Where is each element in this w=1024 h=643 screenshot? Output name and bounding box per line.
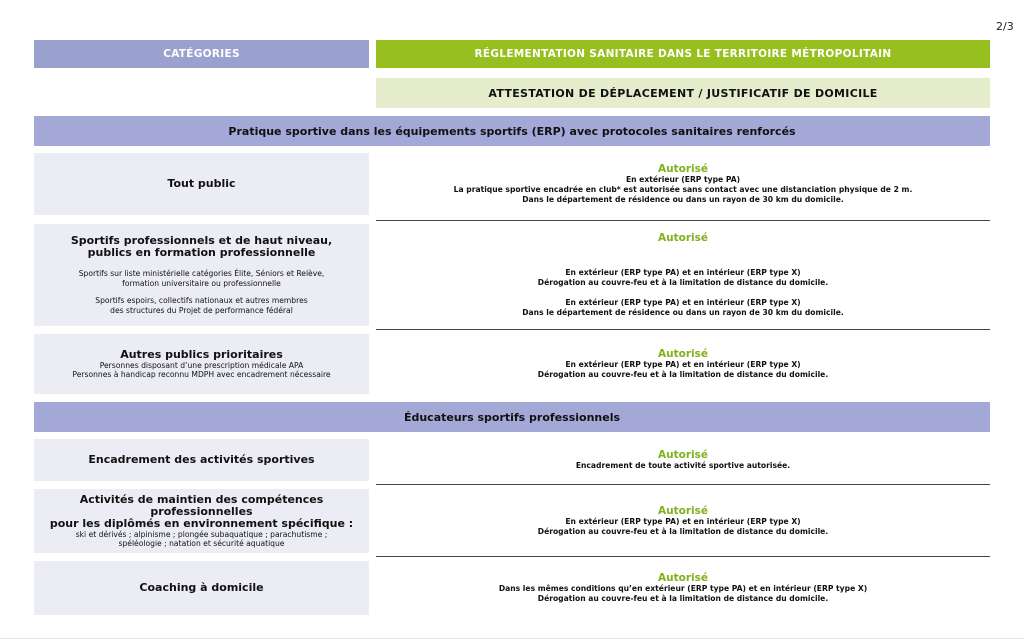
categories-header: CATÉGORIES — [34, 40, 369, 68]
category-title: Coaching à domicile — [139, 581, 264, 594]
detail-line: Dérogation au couvre-feu et à la limitation de distance du domicile. — [537, 370, 829, 379]
category-subtext: des structures du Projet de performance fédéral — [110, 305, 293, 315]
category-title: Encadrement des activités sportives — [88, 453, 315, 466]
row-divider — [376, 329, 990, 330]
row-encadrement-category — [34, 439, 369, 481]
page-number: 2/3 — [996, 20, 1014, 33]
category-title: pour les diplômés en environnement spécifique : — [49, 516, 354, 530]
category-subtext: formation universitaire ou professionnelle — [122, 278, 281, 288]
category-subtext: Personnes à handicap reconnu MDPH avec encadrement nécessaire — [72, 370, 331, 379]
category-title: Activités de maintien des compétences professionnelles — [79, 492, 324, 518]
status-authorized: Autorisé — [658, 505, 708, 517]
row-divider — [376, 556, 990, 557]
row-tout-public-regulation — [376, 153, 990, 215]
category-title: Autres publics prioritaires — [120, 347, 283, 361]
row-divider — [376, 220, 990, 221]
section-title-erp: Pratique sportive dans les équipements sportifs (ERP) avec protocoles sanitaires renforcés — [34, 116, 990, 146]
category-subtext: Sportifs espoirs, collectifs nationaux et autres membres — [95, 296, 308, 305]
detail-line: Encadrement de toute activité sportive autorisée. — [575, 461, 791, 470]
category-subtext: ski et dérivés ; alpinisme ; plongée subaquatique ; parachutisme ; — [75, 529, 328, 539]
detail-line: En extérieur (ERP type PA) et en intérieur (ERP type X) — [565, 298, 801, 307]
detail-line: Dans les mêmes conditions qu’en extérieur (ERP type PA) et en intérieur (ERP type X) — [498, 584, 868, 593]
section-title-educateurs: Éducateurs sportifs professionnels — [34, 402, 990, 432]
detail-line: En extérieur (ERP type PA) et en intérieur (ERP type X) — [565, 517, 801, 526]
regulation-header: RÉGLEMENTATION SANITAIRE DANS LE TERRITOIRE MÉTROPOLITAIN — [376, 40, 990, 68]
status-authorized: Autorisé — [658, 572, 708, 584]
row-autres-publics-category — [34, 334, 369, 394]
category-title: publics en formation professionnelle — [87, 246, 316, 259]
detail-line: Dérogation au couvre-feu et à la limitation de distance du domicile. — [537, 278, 829, 287]
row-coaching-regulation — [376, 561, 990, 615]
row-sportifs-pro-category — [34, 224, 369, 326]
category-title: Sportifs professionnels et de haut niveau, — [70, 234, 333, 247]
detail-line: En extérieur (ERP type PA) et en intérieur (ERP type X) — [565, 268, 801, 277]
detail-line: En extérieur (ERP type PA) — [625, 175, 741, 184]
row-divider — [376, 484, 990, 485]
status-authorized: Autorisé — [658, 348, 708, 360]
row-maintien-regulation — [376, 489, 990, 553]
detail-line: Dérogation au couvre-feu et à la limitation de distance du domicile. — [537, 527, 829, 536]
category-subtext: Personnes disposant d’une prescription médicale APA — [99, 360, 304, 370]
row-tout-public-category — [34, 153, 369, 215]
status-authorized: Autorisé — [658, 449, 708, 461]
status-authorized: Autorisé — [658, 163, 708, 175]
status-authorized: Autorisé — [658, 232, 708, 244]
detail-line: Dans le département de résidence ou dans un rayon de 30 km du domicile. — [522, 195, 844, 204]
detail-line: La pratique sportive encadrée en club* est autorisée sans contact avec une distanciation physique de 2 m. — [453, 185, 913, 194]
page-bottom-divider — [0, 638, 1024, 639]
row-maintien-category — [34, 489, 369, 553]
category-subtext: spéléologie ; natation et sécurité aquatique — [118, 539, 285, 548]
row-encadrement-regulation — [376, 439, 990, 481]
category-title: Tout public — [167, 177, 236, 190]
row-autres-publics-regulation — [376, 334, 990, 394]
detail-line: En extérieur (ERP type PA) et en intérieur (ERP type X) — [565, 360, 801, 369]
attestation-header: ATTESTATION DE DÉPLACEMENT / JUSTIFICATIF DE DOMICILE — [376, 78, 990, 108]
detail-line: Dans le département de résidence ou dans un rayon de 30 km du domicile. — [522, 308, 844, 317]
detail-line: Dérogation au couvre-feu et à la limitation de distance du domicile. — [537, 594, 829, 603]
row-coaching-category — [34, 561, 369, 615]
category-subtext: Sportifs sur liste ministérielle catégories Élite, Séniors et Relève, — [78, 269, 325, 278]
